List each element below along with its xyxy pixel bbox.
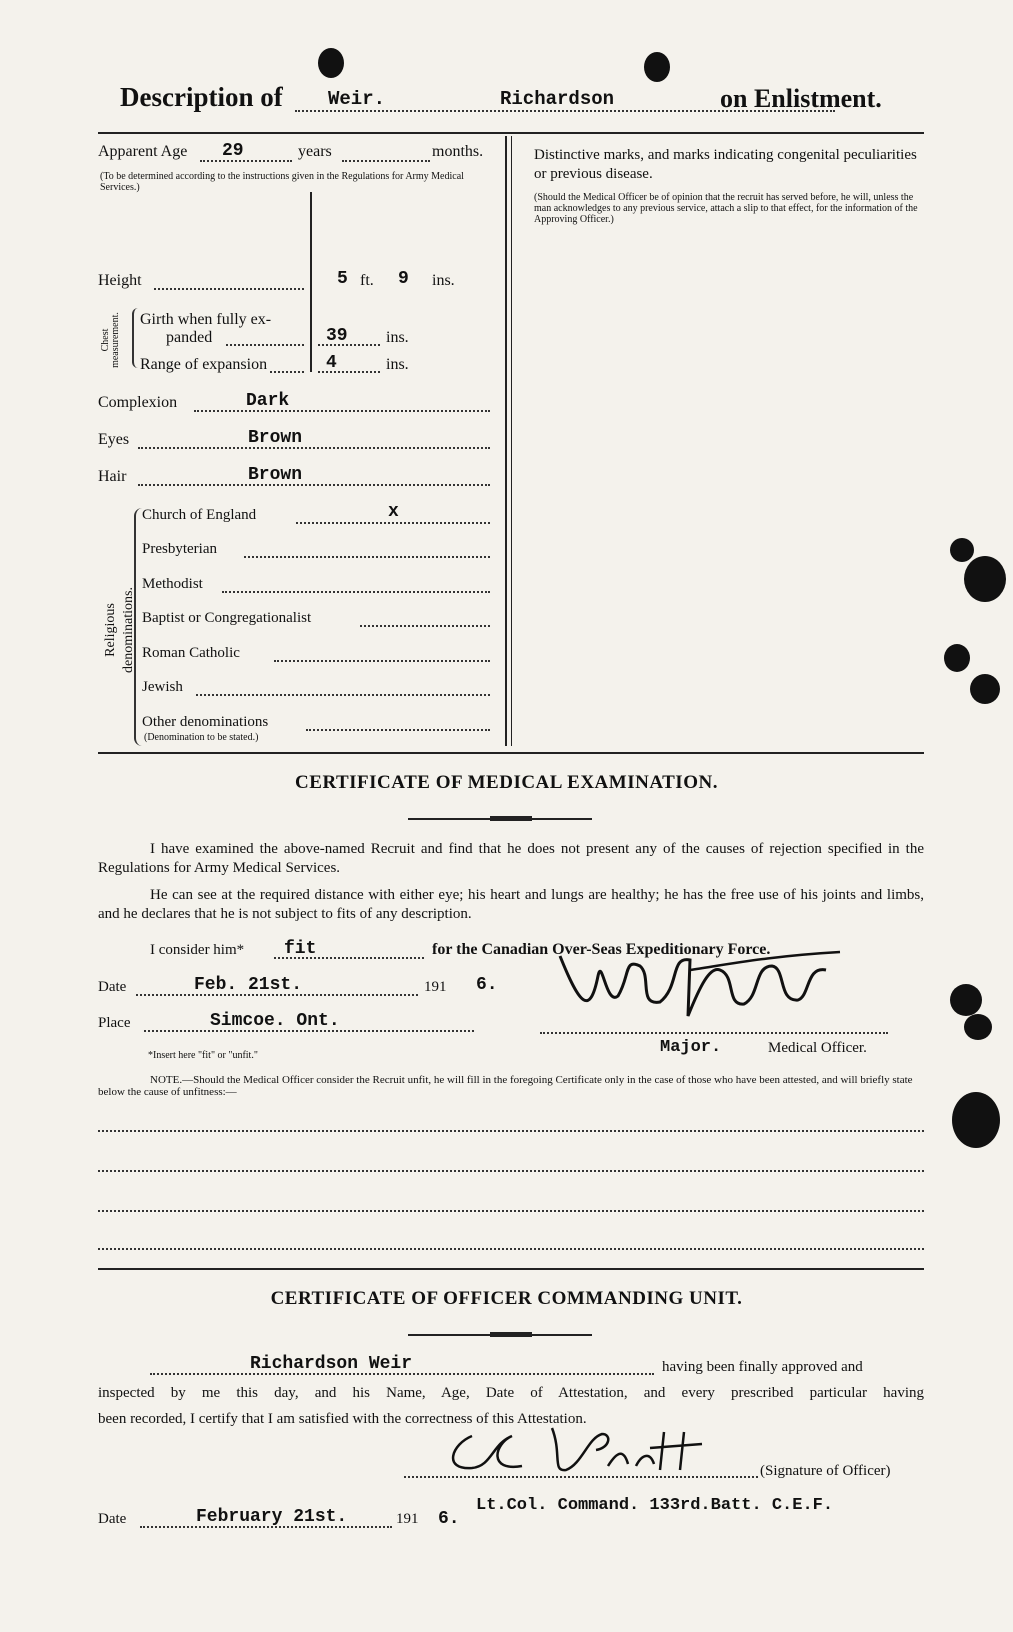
punch-hole-right-2 <box>964 556 1006 602</box>
religion-jewish: Jewish <box>142 679 183 695</box>
commanding-date-label: Date <box>98 1511 127 1527</box>
ft-label: ft. <box>360 272 374 289</box>
girth-ins-label: ins. <box>386 329 409 346</box>
medical-officer-signature <box>540 946 860 1034</box>
hair-label: Hair <box>98 468 127 485</box>
commanding-signature-line <box>404 1476 758 1478</box>
header-first-name: Weir. <box>328 88 386 110</box>
age-months-line <box>342 160 430 162</box>
distinctive-marks-note: (Should the Medical Officer be of opinion that the recruit has served before, he will, unless the man acknowledges to any previous service, attach a slip to that effect, for the information of the Approving Officer.) <box>534 192 918 225</box>
punch-hole-right-7 <box>952 1092 1000 1148</box>
religion-baptist: Baptist or Congregationalist <box>142 610 312 626</box>
religion-roman-catholic: Roman Catholic <box>142 645 240 661</box>
commanding-title-underline-thick <box>490 1332 532 1337</box>
for-force-label: for the Canadian Over-Seas Expeditionary Force. <box>432 941 771 958</box>
consider-line <box>274 957 424 959</box>
eyes-line <box>138 447 490 449</box>
medical-year-prefix: 191 <box>424 979 447 995</box>
distinctive-marks-heading: Distinctive marks, and marks indicating congenital peculiarities or previous disease. <box>534 147 917 182</box>
punch-hole-right-3 <box>944 644 970 672</box>
medical-place-value: Simcoe. Ont. <box>210 1011 340 1031</box>
unfitness-line-4 <box>98 1248 924 1250</box>
commanding-year-prefix: 191 <box>396 1511 419 1527</box>
signature-of-officer-label: (Signature of Officer) <box>760 1463 891 1479</box>
commanding-name-line <box>150 1373 654 1375</box>
commanding-text-3: been recorded, I certify that I am satisfied with the correctness of this Attestation. <box>98 1411 587 1427</box>
punch-hole-top-left <box>318 48 344 78</box>
religion-presbyterian: Presbyterian <box>142 541 217 557</box>
girth-line <box>318 344 380 346</box>
medical-date-label: Date <box>98 979 127 995</box>
religion-brace <box>134 508 142 746</box>
medical-paragraph-2: He can see at the required distance with either eye; his heart and lungs are healthy; he has the free use of his joints and limbs, and he declares that he is not subject to fits of any description. <box>98 887 924 922</box>
age-years-line <box>200 160 292 162</box>
range-line <box>318 371 380 373</box>
commanding-officer-signature <box>432 1414 732 1484</box>
height-in-value: 9 <box>398 269 409 289</box>
section-rule-1 <box>98 752 924 754</box>
height-label: Height <box>98 272 142 289</box>
church-of-england-line <box>296 522 490 524</box>
header-last-name: Richardson <box>500 88 615 110</box>
jewish-line <box>196 694 490 696</box>
medical-paragraph-1: I have examined the above-named Recruit and find that he does not present any of the causes of rejection specified in the Regulations for Army Medical Services. <box>98 841 924 876</box>
years-label: years <box>298 143 332 160</box>
unfitness-line-2 <box>98 1170 924 1172</box>
description-of-label: Description of <box>120 82 283 112</box>
punch-hole-right-6 <box>964 1014 992 1040</box>
commanding-recruit-name: Richardson Weir <box>250 1354 413 1374</box>
eyes-value: Brown <box>248 428 303 448</box>
age-years-value: 29 <box>222 141 244 161</box>
religion-side-label-2: denominations. <box>121 587 136 673</box>
church-of-england-mark: x <box>388 502 399 522</box>
range-value: 4 <box>326 353 337 373</box>
medical-place-label: Place <box>98 1015 131 1031</box>
consider-label: I consider him* <box>150 942 245 958</box>
girth-value: 39 <box>326 326 348 346</box>
medical-officer-signature-line <box>540 1032 888 1034</box>
medical-officer-title: Medical Officer. <box>768 1040 867 1056</box>
range-ins-label: ins. <box>386 356 409 373</box>
punch-hole-right-1 <box>950 538 974 562</box>
unfitness-line-1 <box>98 1130 924 1132</box>
presbyterian-line <box>244 556 490 558</box>
religion-methodist: Methodist <box>142 576 203 592</box>
punch-hole-top-right <box>644 52 670 82</box>
hair-line <box>138 484 490 486</box>
hair-value: Brown <box>248 465 303 485</box>
commanding-certificate-title: CERTIFICATE OF OFFICER COMMANDING UNIT. <box>270 1288 743 1309</box>
column-divider-2 <box>511 136 512 746</box>
eyes-label: Eyes <box>98 431 130 448</box>
header-rule <box>98 132 924 134</box>
methodist-line <box>222 591 490 593</box>
range-label: Range of expansion <box>140 356 268 373</box>
range-leader <box>270 371 304 373</box>
chest-measurement-side-label <box>82 310 138 370</box>
commanding-text-1: having been finally approved and <box>662 1359 863 1375</box>
insert-note: *Insert here "fit" or "unfit." <box>148 1050 258 1061</box>
unfitness-line-3 <box>98 1210 924 1212</box>
punch-hole-right-4 <box>970 674 1000 704</box>
religion-other-note: (Denomination to be stated.) <box>144 732 259 743</box>
roman-catholic-line <box>274 660 490 662</box>
consider-value: fit <box>284 939 317 959</box>
baptist-line <box>360 625 490 627</box>
girth-leader <box>226 344 304 346</box>
apparent-age-label: Apparent Age <box>98 143 188 160</box>
height-leader <box>154 288 304 290</box>
medical-date-value: Feb. 21st. <box>194 975 303 995</box>
chest-measurement-text: Chest measurement. <box>100 312 121 368</box>
religion-church-of-england: Church of England <box>142 507 257 523</box>
medical-certificate-title: CERTIFICATE OF MEDICAL EXAMINATION. <box>295 772 718 793</box>
complexion-label: Complexion <box>98 394 178 411</box>
header <box>120 82 920 118</box>
complexion-value: Dark <box>246 391 290 411</box>
commanding-date-value: February 21st. <box>196 1507 348 1527</box>
religion-other: Other denominations <box>142 714 269 730</box>
height-ft-value: 5 <box>337 269 348 289</box>
medical-year-suffix: 6. <box>476 975 498 995</box>
girth-label-line2: panded <box>166 329 213 346</box>
medical-title-underline-thick <box>490 816 532 821</box>
commanding-text-2: inspected by me this day, and his Name, Age, Date of Attestation, and every prescribed particular having <box>98 1385 924 1401</box>
commanding-year-suffix: 6. <box>438 1509 460 1529</box>
commanding-officer-title: Lt.Col. Command. 133rd.Batt. C.E.F. <box>476 1496 834 1515</box>
other-line <box>306 729 490 731</box>
section-rule-2 <box>98 1268 924 1270</box>
medical-officer-rank: Major. <box>660 1038 722 1057</box>
months-label: months. <box>432 143 484 160</box>
height-ins-label: ins. <box>432 272 455 289</box>
complexion-line <box>194 410 490 412</box>
punch-hole-right-5 <box>950 984 982 1016</box>
chest-brace <box>132 308 140 368</box>
medical-unfit-note: NOTE.—Should the Medical Officer consider the Recruit unfit, he will fill in the foregoing Certificate only in the case of those who have been attested, and will briefly state below the cause of unfitness:— <box>98 1074 913 1098</box>
column-divider-1 <box>505 136 507 746</box>
age-note: (To be determined according to the instructions given in the Regulations for Army Medical Services.) <box>100 171 464 193</box>
girth-label-line1: Girth when fully ex- <box>140 311 272 328</box>
on-enlistment-label: on Enlistment. <box>720 84 882 113</box>
religion-side-label-1: Religious <box>103 603 118 657</box>
left-column-divider <box>310 192 312 372</box>
